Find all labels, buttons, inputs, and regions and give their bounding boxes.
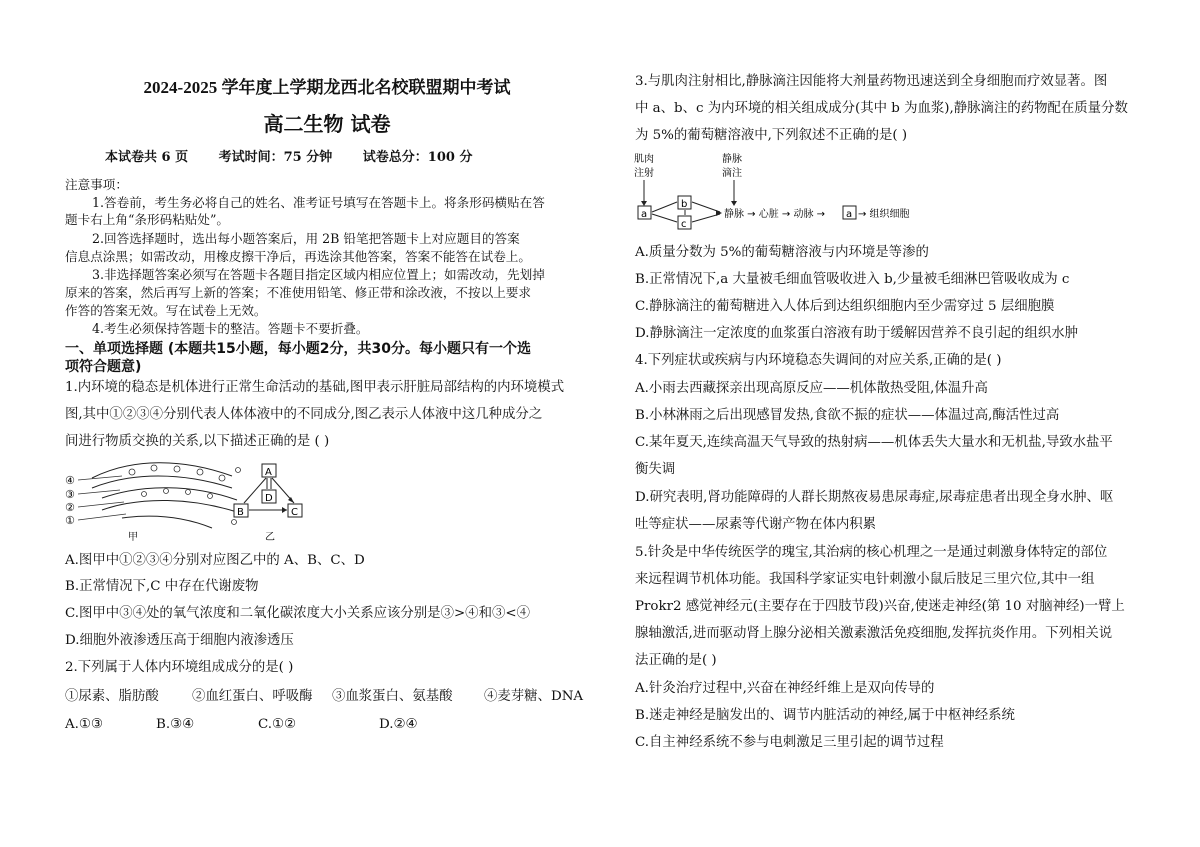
notes-line: 1.答卷前，考生务必将自己的姓名、准考证号填写在答题卡上。将条形码横贴在答 xyxy=(92,195,545,210)
node-d: D xyxy=(265,493,273,504)
notes-line: 原来的答案，然后再写上新的答案；不准使用铅笔、修正带和涂改液，不按以上要求 xyxy=(65,285,531,300)
q4-line: C.某年夏天,连续高温天气导致的热射病——机体丢失大量水和无机盐,导致水盐平 xyxy=(635,435,1113,450)
notes-line: 题卡右上角“条形码粘贴处”。 xyxy=(65,212,230,227)
diag-muscle-label: 注射 xyxy=(634,168,654,179)
diag-box-a: a xyxy=(641,209,648,220)
q5-line: 5.针灸是中华传统医学的瑰宝,其治病的核心机理之一是通过刺激身体特定的部位 xyxy=(635,545,1108,560)
q3-option-d: D.静脉滴注一定浓度的血浆蛋白溶液有助于缓解因营养不良引起的组织水肿 xyxy=(635,326,1079,341)
q1-stem: 间进行物质交换的关系,以下描述正确的是 ( ) xyxy=(65,434,330,449)
q3-stem: 为 5%的葡萄糖溶液中,下列叙述不正确的是( ) xyxy=(635,128,908,143)
diag-vein-label: 滴注 xyxy=(722,168,742,179)
fluid-exchange-diagram xyxy=(228,460,318,544)
section-heading-cont: 项符合题意) xyxy=(65,359,142,375)
q1-option-a: A.图甲中①②③④分别对应图乙中的 A、B、C、D xyxy=(65,553,365,568)
diag-box-a2: a xyxy=(846,209,853,220)
q5-option-b: B.迷走神经是脑发出的、调节内脏活动的神经,属于中枢神经系统 xyxy=(635,708,1015,723)
exam-time: 考试时间：75 分钟 xyxy=(218,150,333,165)
q5-line: 来远程调节机体功能。我国科学家证实电针刺激小鼠后肢足三里穴位,其中一组 xyxy=(635,572,1095,587)
q5-option-a: A.针灸治疗过程中,兴奋在神经纤维上是双向传导的 xyxy=(635,681,935,696)
q5-option-c: C.自主神经系统不参与电刺激足三里引起的调节过程 xyxy=(635,735,944,750)
q1-option-b: B.正常情况下,C 中存在代谢废物 xyxy=(65,579,259,594)
q1-option-d: D.细胞外液渗透压高于细胞内液渗透压 xyxy=(65,633,294,648)
notes-line: 作答的答案无效。写在试卷上无效。 xyxy=(65,303,267,318)
subject-title: 高二生物 试卷 xyxy=(263,112,391,136)
q2-stem: 2.下列属于人体内环境组成成分的是( ) xyxy=(65,660,294,675)
notes-line: 2.回答选择题时，选出每小题答案后，用 2B 铅笔把答题卡上对应题目的答案 xyxy=(92,231,520,246)
node-a: A xyxy=(265,467,272,478)
notes-line: 信息点涂黑；如需改动，用橡皮擦干净后，再选涂其他答案，答案不能答在试卷上。 xyxy=(65,249,531,264)
fig-label-3: ③ xyxy=(65,488,75,501)
diag-end-text: → 组织细胞 xyxy=(858,209,910,220)
fig-label-2: ② xyxy=(65,501,75,514)
q2-option-d: D.②④ xyxy=(379,717,418,732)
node-c: C xyxy=(291,507,298,518)
q1-option-c: C.图甲中③④处的氧气浓度和二氧化碳浓度大小关系应该分别是③>④和③<④ xyxy=(65,606,530,621)
q4-line: 吐等症状——尿素等代谢产物在体内积累 xyxy=(635,517,877,532)
total-score: 试卷总分：100 分 xyxy=(362,150,473,165)
q3-option-c: C.静脉滴注的葡萄糖进入人体后到达组织细胞内至少需穿过 5 层细胞膜 xyxy=(635,299,1055,314)
q5-line: Prokr2 感觉神经元(主要存在于四肢节段)兴奋,使迷走神经(第 10 对脑神经)一臂上 xyxy=(635,599,1125,614)
q4-line: D.研究表明,肾功能障碍的人群长期熬夜易患尿毒症,尿毒症患者出现全身水肿、呕 xyxy=(635,490,1114,505)
q2-option-b: B.③④ xyxy=(156,717,195,732)
diag-muscle-label: 肌肉 xyxy=(634,154,654,165)
q2-item-1: ①尿素、脂肪酸 xyxy=(65,689,159,704)
diag-vein-label: 静脉 xyxy=(722,154,742,165)
notes-heading: 注意事项： xyxy=(65,177,128,192)
q2-item-4: ④麦芽糖、DNA xyxy=(484,689,584,704)
exam-meta xyxy=(105,146,498,165)
q2-option-c: C.①② xyxy=(258,717,297,732)
notes-line: 3.非选择题答案必须写在答题卡各题目指定区域内相应位置上；如需改动，先划掉 xyxy=(92,267,545,282)
liver-structure-figure xyxy=(62,458,247,542)
q2-option-a: A.①③ xyxy=(65,717,103,732)
section-heading: 一、单项选择题 (本题共15小题，每小题2分，共30分。每小题只有一个选 xyxy=(65,341,531,357)
fig-label-4: ④ xyxy=(65,474,75,487)
node-b: B xyxy=(237,507,244,518)
q3-option-a: A.质量分数为 5%的葡萄糖溶液与内环境是等渗的 xyxy=(635,245,929,260)
q4-line: A.小雨去西藏探亲出现高原反应——机体散热受阻,体温升高 xyxy=(635,381,988,396)
fig-jia-caption: 甲 xyxy=(128,532,138,542)
q2-item-2: ②血红蛋白、呼吸酶 xyxy=(192,689,313,704)
page-count: 本试卷共 6 页 xyxy=(105,150,189,165)
q3-stem: 中 a、b、c 为内环境的相关组成成分(其中 b 为血浆),静脉滴注的药物配在质量分数 xyxy=(635,101,1128,116)
q1-stem: 图,其中①②③④分别代表人体体液中的不同成分,图乙表示人体液中这几种成分之 xyxy=(65,407,543,422)
q4-line: B.小林淋雨之后出现感冒发热,食欲不振的症状——体温过高,酶活性过高 xyxy=(635,408,1060,423)
fig-yi-caption: 乙 xyxy=(265,532,275,543)
q4-stem: 4.下列症状或疾病与内环境稳态失调间的对应关系,正确的是( ) xyxy=(635,353,1002,368)
notes-line: 4.考生必须保持答题卡的整洁。答题卡不要折叠。 xyxy=(92,321,369,336)
q3-option-b: B.正常情况下,a 大量被毛细血管吸收进入 b,少量被毛细淋巴管吸收成为 c xyxy=(635,272,1070,287)
diag-box-c: c xyxy=(681,219,687,230)
fig-label-1: ① xyxy=(65,514,75,527)
exam-title: 2024-2025 学年度上学期龙西北名校联盟期中考试 xyxy=(143,78,511,97)
q5-line: 法正确的是( ) xyxy=(635,653,717,668)
q4-line: 衡失调 xyxy=(635,462,676,477)
diag-box-b: b xyxy=(681,199,688,210)
diag-flow-text: 静脉 → 心脏 → 动脉 → xyxy=(724,209,826,220)
q1-stem: 1.内环境的稳态是机体进行正常生命活动的基础,图甲表示肝脏局部结构的内环境模式 xyxy=(65,380,565,395)
q3-stem: 3.与肌肉注射相比,静脉滴注因能将大剂量药物迅速送到全身细胞而疗效显著。图 xyxy=(635,74,1108,89)
q5-line: 腺轴激活,进而驱动肾上腺分泌相关激素激活免疫细胞,发挥抗炎作用。下列相关说 xyxy=(635,626,1113,641)
injection-pathway-diagram xyxy=(630,150,920,230)
q2-item-3: ③血浆蛋白、氨基酸 xyxy=(332,689,453,704)
